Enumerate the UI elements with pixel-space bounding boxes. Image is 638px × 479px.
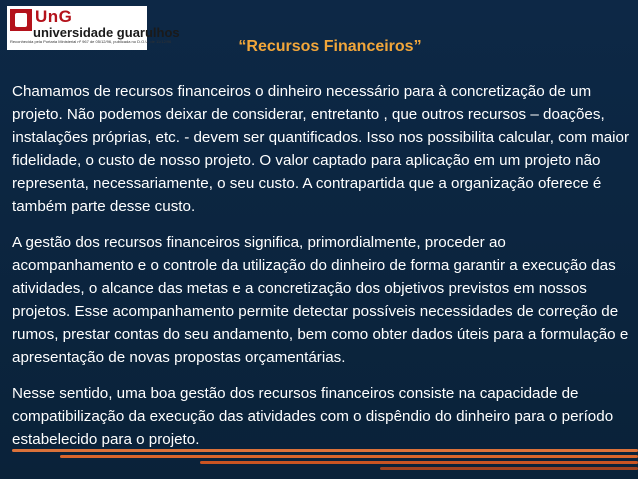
slide-title: “Recursos Financeiros” <box>238 38 422 55</box>
accent-line <box>60 455 638 458</box>
logo-fine-print: Reconhecida pela Portaria Ministerial nº 967 de 05/12/96, publicada no D.O.U. de 11/12/96 <box>10 39 172 44</box>
university-logo <box>7 6 180 50</box>
logo-university-name: universidade guarulhos <box>33 25 180 40</box>
paragraph-conclusion: Nesse sentido, uma boa gestão dos recursos financeiros consiste na capacidade de compatibilização da execução das atividades com o dispêndio do dinheiro para o período estabelecido para o projeto. <box>12 385 614 448</box>
logo-emblem-icon <box>10 9 32 31</box>
accent-line <box>200 461 638 464</box>
slide-body <box>12 80 630 451</box>
paragraph-definition: Chamamos de recursos financeiros o dinheiro necessário para à concretização de um projeto. Não podemos deixar de considerar, entretanto , que outros recursos – doações, instalações próprias, etc. - devem ser quantificados. Isso nos possibilita calcular, com maior fidelidade, o custo de nosso projeto. O valor captado para aplicação em um projeto não representa, necessariamente, o seu custo. A contrapartida que a organização oferece é também parte desse custo. <box>12 83 630 215</box>
logo-abbreviation: UnG <box>35 7 73 26</box>
paragraph-management: A gestão dos recursos financeiros significa, primordialmente, proceder ao acompanhamento e o controle da utilização do dinheiro de forma garantir a execução das atividades, o alcance das metas e a concretização dos objetivos previstos em nossos projetos. Esse acompanhamento permite detectar possíveis necessidades de correção de rumos, prestar contas do seu andamento, bem como obter dados úteis para a formulação e apresentação de novas propostas orçamentárias. <box>12 234 629 366</box>
accent-line <box>12 449 638 452</box>
accent-line <box>380 467 638 470</box>
